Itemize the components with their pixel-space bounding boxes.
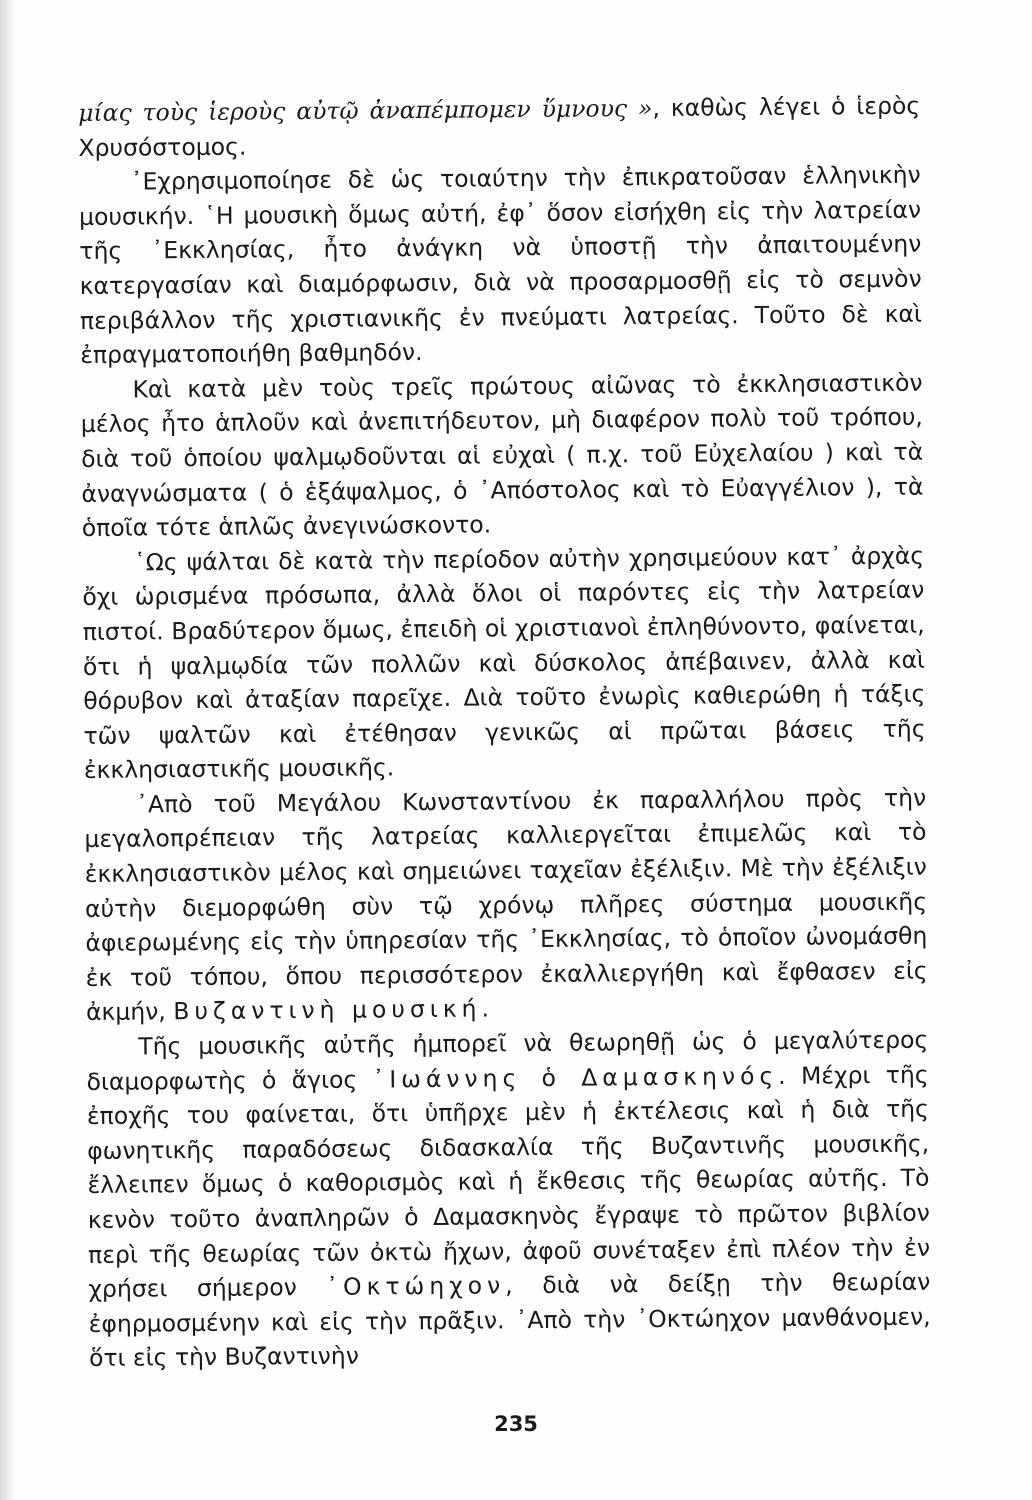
paragraph-6 — [86, 1023, 931, 1376]
body-text — [78, 89, 931, 1376]
paragraph-5-end: . — [481, 994, 490, 1023]
page-number: 235 — [494, 1412, 538, 1436]
paragraph-3: Καὶ κατὰ μὲν τοὺς τρεῖς πρώτους αἰῶνας τὸ ἐκκλησιαστικὸν μέλος ἦτο ἁπλοῦν καὶ ἀνεπιτήδευτον, μὴ διαφέρον πολὺ τοῦ τρόπου, διὰ τοῦ ὁποίου ψαλμῳδοῦνται αἱ εὐχαὶ ( π.χ. τοῦ Εὐχελαίου ) καὶ τὰ ἀναγνώσματα ( ὁ ἑξάψαλμος, ὁ ᾽Απόστολος καὶ τὸ Εὐαγγέλιον ), τὰ ὁποῖα τότε ἁπλῶς ἀνεγινώσκοντο. — [80, 368, 924, 543]
byzantine-music-term: Βυζαντινὴ μουσική — [173, 994, 482, 1026]
paragraph-1 — [78, 89, 921, 166]
paragraph-4: ῾Ως ψάλται δὲ κατὰ τὴν περίοδον αὐτὴν χρησιμεύουν κατ᾽ ἀρχὰς ὄχι ὡρισμένα πρόσωπα, ἀλλὰ ὅλοι οἱ παρόντες εἰς τὴν λατρείαν πιστοί. Βραδύτερον ὅμως, ἐπειδὴ οἱ χριστιανοὶ ἐπληθύνοντο, φαίνεται, ὅτι ἡ ψαλμῳδία τῶν πολλῶν καὶ δύσκολος ἀπέβαινεν, ἀλλὰ καὶ θόρυβον καὶ ἀταξίαν παρεῖχε. Διὰ τοῦτο ἐνωρὶς καθιερώθη ἡ τάξις τῶν ψαλτῶν καὶ ἐτέθησαν γενικῶς αἱ πρῶται βάσεις τῆς ἐκκλησιαστικῆς μουσικῆς. — [82, 541, 926, 785]
paragraph-5-text: ᾽Απὸ τοῦ Μεγάλου Κωνσταντίνου ἐκ παραλλήλου πρὸς τὴν μεγαλοπρέπειαν τῆς λατρείας καλλιεργεῖται ἐπιμελῶς καὶ τὸ ἐκκλησιαστικὸν μέλος καὶ σημειώνει ταχεῖαν ἐξέλιξιν. Μὲ τὴν ἐξέλιξιν αὐτὴν διεμορφώθη σὺν τῷ χρόνῳ πλῆρες σύστημα μουσικῆς ἀφιερωμένης εἰς τὴν ὑπηρεσίαν τῆς ᾽Εκκλησίας, τὸ ὁποῖον ὠνομάσθη ἐκ τοῦ τόπου, ὅπου περισσότερον ἐκαλλιεργήθη καὶ ἔφθασεν εἰς ἀκμήν, — [84, 783, 928, 1027]
hymn-quotation: μίας τοὺς ἱεροὺς αὐτῷ ἀναπέμπομεν ὕμνους » — [78, 93, 653, 127]
paragraph-6-text-a: Τῆς μουσικῆς αὐτῆς ἠμπορεῖ νὰ θεωρηθῇ ὡς ὁ μεγαλύτερος διαμορφωτὴς ὁ ἅγιος — [86, 1025, 929, 1096]
paragraph-6-text-b: . Μέχρι τῆς ἐποχῆς του φαίνεται, ὅτι ὑπῆρχε μὲν ἡ ἐκτέλεσις καὶ ἡ διὰ τῆς φωνητικῆς παραδόσεως διδασκαλία τῆς Βυζαντινῆς μουσικῆς, ἔλλειπεν ὅμως ὁ καθορισμὸς καὶ ἡ ἔκθεσις τῆς θεωρίας αὐτῆς. Τὸ κενὸν τοῦτο ἀναπληρῶν ὁ Δαμασκηνὸς ἔγραψε τὸ πρῶτον βιβλίον περὶ τῆς θεωρίας τῶν ὀκτὼ ἤχων, ἀφοῦ συνέταξεν ἐπὶ πλέον τὴν ἐν χρήσει σήμερον — [86, 1060, 931, 1304]
oktoechos-term: ᾽Οκτώηχον — [326, 1271, 506, 1302]
scan-shadow-edge — [0, 0, 14, 1500]
paragraph-5 — [84, 781, 928, 1030]
paragraph-2: ᾽Εχρησιμοποίησε δὲ ὡς τοιαύτην τὴν ἐπικρατοῦσαν ἑλληνικὴν μουσικήν. ῾Η μουσικὴ ὅμως αὐτή, ἐφ᾽ ὅσον εἰσήχθη εἰς τὴν λατρείαν τῆς ᾽Εκκλησίας, ἦτο ἀνάγκη νὰ ὑποστῇ τὴν ἀπαιτουμένην κατεργασίαν καὶ διαμόρφωσιν, διὰ νὰ προσαρμοσθῇ εἰς τὸ σεμνὸν περιβάλλον τῆς χριστιανικῆς ἐν πνεύματι λατρείας. Τοῦτο δὲ καὶ ἐπραγματοποιήθη βαθμηδόν. — [78, 160, 923, 370]
paragraph-1-rest: , καθὼς λέγει ὁ ἱερὸς Χρυσόστομος. — [78, 91, 921, 162]
john-damascene-name: ᾽Ιωάννης ὁ Δαμασκηνός — [372, 1061, 779, 1094]
paragraph-6-text-c: , διὰ νὰ δείξῃ τὴν θεωρίαν ἐφηρμοσμένην καὶ εἰς τὴν πρᾶξιν. ᾽Απὸ τὴν ᾽Οκτώηχον μανθάνομεν, ὅτι εἰς τὴν Βυζαντινὴν — [88, 1267, 931, 1373]
